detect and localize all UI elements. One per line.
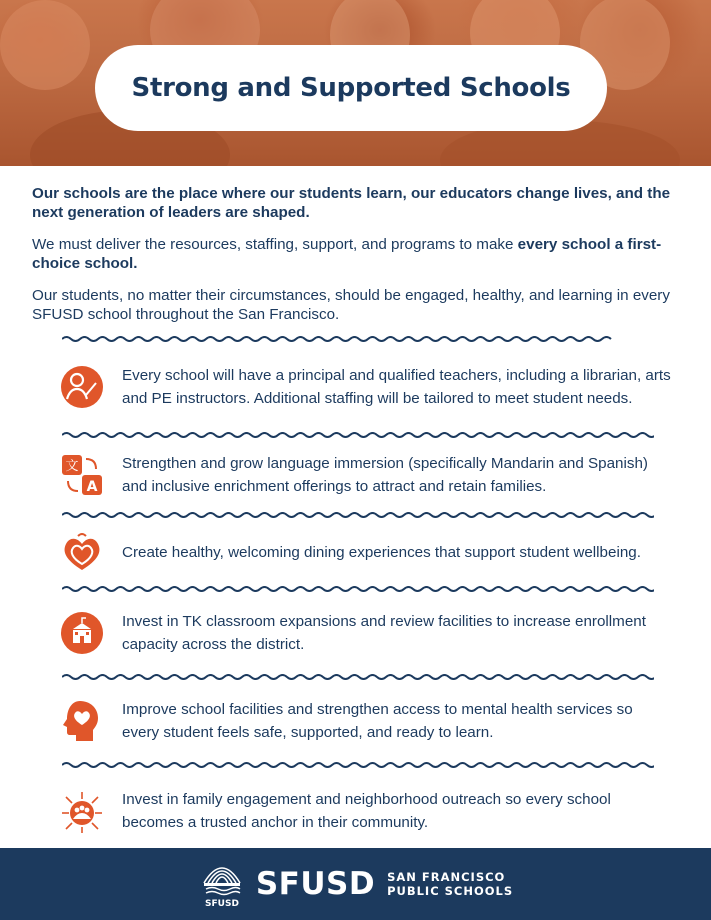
mental-health-icon: [60, 699, 104, 743]
brand-subtitle-line-1: SAN FRANCISCO: [387, 870, 506, 884]
teacher-icon: [60, 365, 104, 409]
title-pill: [95, 45, 607, 131]
list-item-text: Invest in TK classroom expansions and review facilities to increase enrollment capacity across the district.: [122, 613, 646, 653]
hero-banner: [0, 0, 711, 166]
community-outreach-icon: [60, 789, 104, 833]
sfusd-logo: [198, 855, 246, 914]
intro-paragraph-2-emphasis: every school a first-choice school.: [32, 236, 662, 272]
list-item-text: Improve school facilities and strengthen access to mental health services so every student feels safe, supported, and ready to learn.: [122, 701, 633, 741]
intro-paragraph-1: Our schools are the place where our students learn, our educators change lives, and the next generation of leaders are shaped.: [32, 185, 671, 221]
list-item: [0, 595, 711, 671]
wave-divider: [62, 429, 654, 441]
list-item: [0, 683, 711, 759]
list-item: [0, 441, 711, 509]
intro: [0, 166, 711, 324]
list-item: [0, 345, 711, 429]
svg-text:文: 文: [65, 459, 79, 474]
brand-subtitle-line-2: PUBLIC SCHOOLS: [387, 884, 514, 898]
wave-divider: [62, 583, 654, 595]
list-item: [0, 521, 711, 583]
intro-paragraph-2-text: We must deliver the resources, staffing, support, and programs to make: [32, 236, 518, 253]
translate-icon: [60, 453, 104, 497]
intro-paragraph-3: Our students, no matter their circumstances, should be engaged, healthy, and learning in every SFUSD school throughout the San Francisco.: [32, 287, 670, 323]
wave-divider: [62, 759, 654, 771]
healthy-food-icon: [60, 530, 104, 574]
list-item-text: Every school will have a principal and qualified teachers, including a librarian, arts and PE instructors. Additional staffing will be tailored to meet student needs.: [122, 367, 671, 407]
wave-divider: [62, 671, 654, 683]
wave-divider: [62, 509, 654, 521]
intro-paragraph-2: [32, 235, 681, 273]
page-title: Strong and Supported Schools: [131, 73, 571, 103]
wave-divider: [62, 333, 654, 345]
list-item-text: Create healthy, welcoming dining experiences that support student wellbeing.: [122, 543, 641, 561]
brand-name: SFUSD: [255, 866, 376, 902]
list-item: [0, 771, 711, 851]
list-item-text: Strengthen and grow language immersion (specifically Mandarin and Spanish) and inclusive enrichment offerings to attract and retain families.: [122, 455, 648, 495]
school-building-icon: [60, 611, 104, 655]
brand-subtitle: [387, 870, 513, 898]
sfusd-logo-word: SFUSD: [204, 898, 239, 909]
svg-text:A: A: [86, 479, 98, 495]
commitments-list: [0, 333, 711, 851]
list-item-text: Invest in family engagement and neighborhood outreach so every school becomes a trusted anchor in their community.: [122, 791, 611, 831]
footer: [0, 848, 711, 920]
